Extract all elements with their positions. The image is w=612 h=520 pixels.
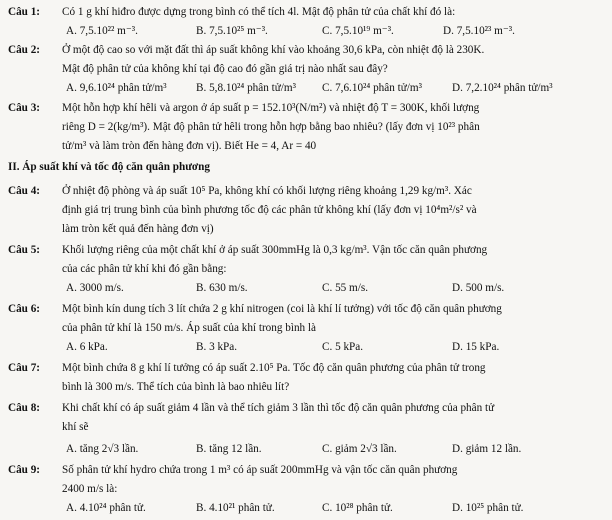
- q6-label: Câu 6:: [8, 303, 41, 315]
- q9-stem-line2: 2400 m/s là:: [62, 483, 118, 495]
- q8-option-b: B. tăng 12 lần.: [196, 443, 262, 455]
- q1-stem: Có 1 g khí hiđro được dựng trong bình có thể tích 4l. Mật độ phân tử của chất khí đó là:: [62, 6, 456, 18]
- q5-option-b: B. 630 m/s.: [196, 282, 248, 294]
- q6-option-d: D. 15 kPa.: [452, 341, 500, 353]
- q9-option-b: B. 4.10²¹ phân tử.: [196, 502, 275, 514]
- q8-option-d: D. giảm 12 lần.: [452, 443, 522, 455]
- q4-stem-line2: định giá trị trung bình của bình phương tốc độ các phân tử không khí (lấy đơn vị 10⁴m²/s² và: [62, 204, 477, 216]
- q3-label: Câu 3:: [8, 102, 41, 114]
- q1-option-a: A. 7,5.10²² m⁻³.: [66, 25, 138, 37]
- q8-stem-line1: Khi chất khí có áp suất giảm 4 lần và thể tích giảm 3 lần thì tốc độ căn quân phương của phân tử: [62, 402, 495, 414]
- q4-stem-line3: làm tròn kết quả đến hàng đơn vị): [62, 223, 214, 235]
- q3-stem-line2: riêng D = 2(kg/m³). Mật độ phân tử hêli trong hỗn hợp bằng bao nhiêu? (lấy đơn vị 10²³ phân: [62, 121, 480, 133]
- q7-stem-line2: bình là 300 m/s. Thể tích của bình là bao nhiêu lít?: [62, 381, 290, 393]
- q5-stem-line2: của các phân tử khí khi đó gần bằng:: [62, 263, 227, 275]
- q9-option-a: A. 4.10²⁴ phân tử.: [66, 502, 146, 514]
- q5-label: Câu 5:: [8, 244, 41, 256]
- q2-stem-line1: Ở một độ cao so với mặt đất thì áp suất không khí vào khoảng 30,6 kPa, còn nhiệt độ là 230K.: [62, 44, 485, 56]
- q2-option-c: C. 7,6.10²⁴ phân tử/m³: [322, 82, 422, 94]
- q9-option-c: C. 10²⁸ phân tử.: [322, 502, 393, 514]
- q1-label: Câu 1:: [8, 6, 41, 18]
- q5-stem-line1: Khối lượng riêng của một chất khí ở áp suất 300mmHg là 0,3 kg/m³. Vận tốc căn quân phương: [62, 244, 488, 256]
- q2-stem-line2: Mật độ phân tử của không khí tại độ cao đó gần giá trị nào nhất sau đây?: [62, 63, 388, 75]
- q5-option-c: C. 55 m/s.: [322, 282, 369, 294]
- q4-stem-line1: Ở nhiệt độ phòng và áp suất 10⁵ Pa, không khí có khối lượng riêng khoảng 1,29 kg/m³. Xác: [62, 185, 472, 197]
- q6-option-b: B. 3 kPa.: [196, 341, 238, 353]
- q9-label: Câu 9:: [8, 464, 41, 476]
- q3-stem-line1: Một hỗn hợp khí hêli và argon ở áp suất p = 152.10³(N/m²) và nhiệt độ T = 300K, khối lượng: [62, 102, 480, 114]
- q6-option-c: C. 5 kPa.: [322, 341, 364, 353]
- q5-option-a: A. 3000 m/s.: [66, 282, 124, 294]
- q6-stem-line1: Một bình kín dung tích 3 lít chứa 2 g khí nitrogen (coi là khí lí tưởng) với tốc độ căn quân phương: [62, 303, 502, 315]
- q2-option-a: A. 9,6.10²⁴ phân tử/m³: [66, 82, 167, 94]
- q1-option-b: B. 7,5.10²⁵ m⁻³.: [196, 25, 268, 37]
- q2-option-d: D. 7,2.10²⁴ phân tử/m³: [452, 82, 553, 94]
- q1-option-d: D. 7,5.10²³ m⁻³.: [443, 25, 515, 37]
- q3-stem-line3: tử/m³ và làm tròn đến hàng đơn vị). Biết He = 4, Ar = 40: [62, 140, 317, 152]
- q7-stem-line1: Một bình chứa 8 g khí lí tưởng có áp suất 2.10⁵ Pa. Tốc độ căn quân phương của phân tử trong: [62, 362, 486, 374]
- q9-option-d: D. 10²⁵ phân tử.: [452, 502, 524, 514]
- q5-option-d: D. 500 m/s.: [452, 282, 505, 294]
- q9-stem-line1: Số phân tử khí hydro chứa trong 1 m³ có áp suất 200mmHg và vận tốc căn quân phương: [62, 464, 458, 476]
- q4-label: Câu 4:: [8, 185, 41, 197]
- q2-label: Câu 2:: [8, 44, 41, 56]
- q8-option-c: C. giảm 2√3 lần.: [322, 443, 397, 455]
- q2-option-b: B. 5,8.10²⁴ phân tử/m³: [196, 82, 296, 94]
- q6-option-a: A. 6 kPa.: [66, 341, 108, 353]
- q8-label: Câu 8:: [8, 402, 41, 414]
- q6-stem-line2: của phân tử khí là 150 m/s. Áp suất của khí trong bình là: [62, 322, 317, 334]
- q8-stem-line2: khí sẽ: [62, 421, 89, 433]
- q1-option-c: C. 7,5.10¹⁹ m⁻³.: [322, 25, 394, 37]
- q8-option-a: A. tăng 2√3 lần.: [66, 443, 139, 455]
- q7-label: Câu 7:: [8, 362, 41, 374]
- section-heading: II. Áp suất khí và tốc độ căn quân phương: [8, 161, 210, 173]
